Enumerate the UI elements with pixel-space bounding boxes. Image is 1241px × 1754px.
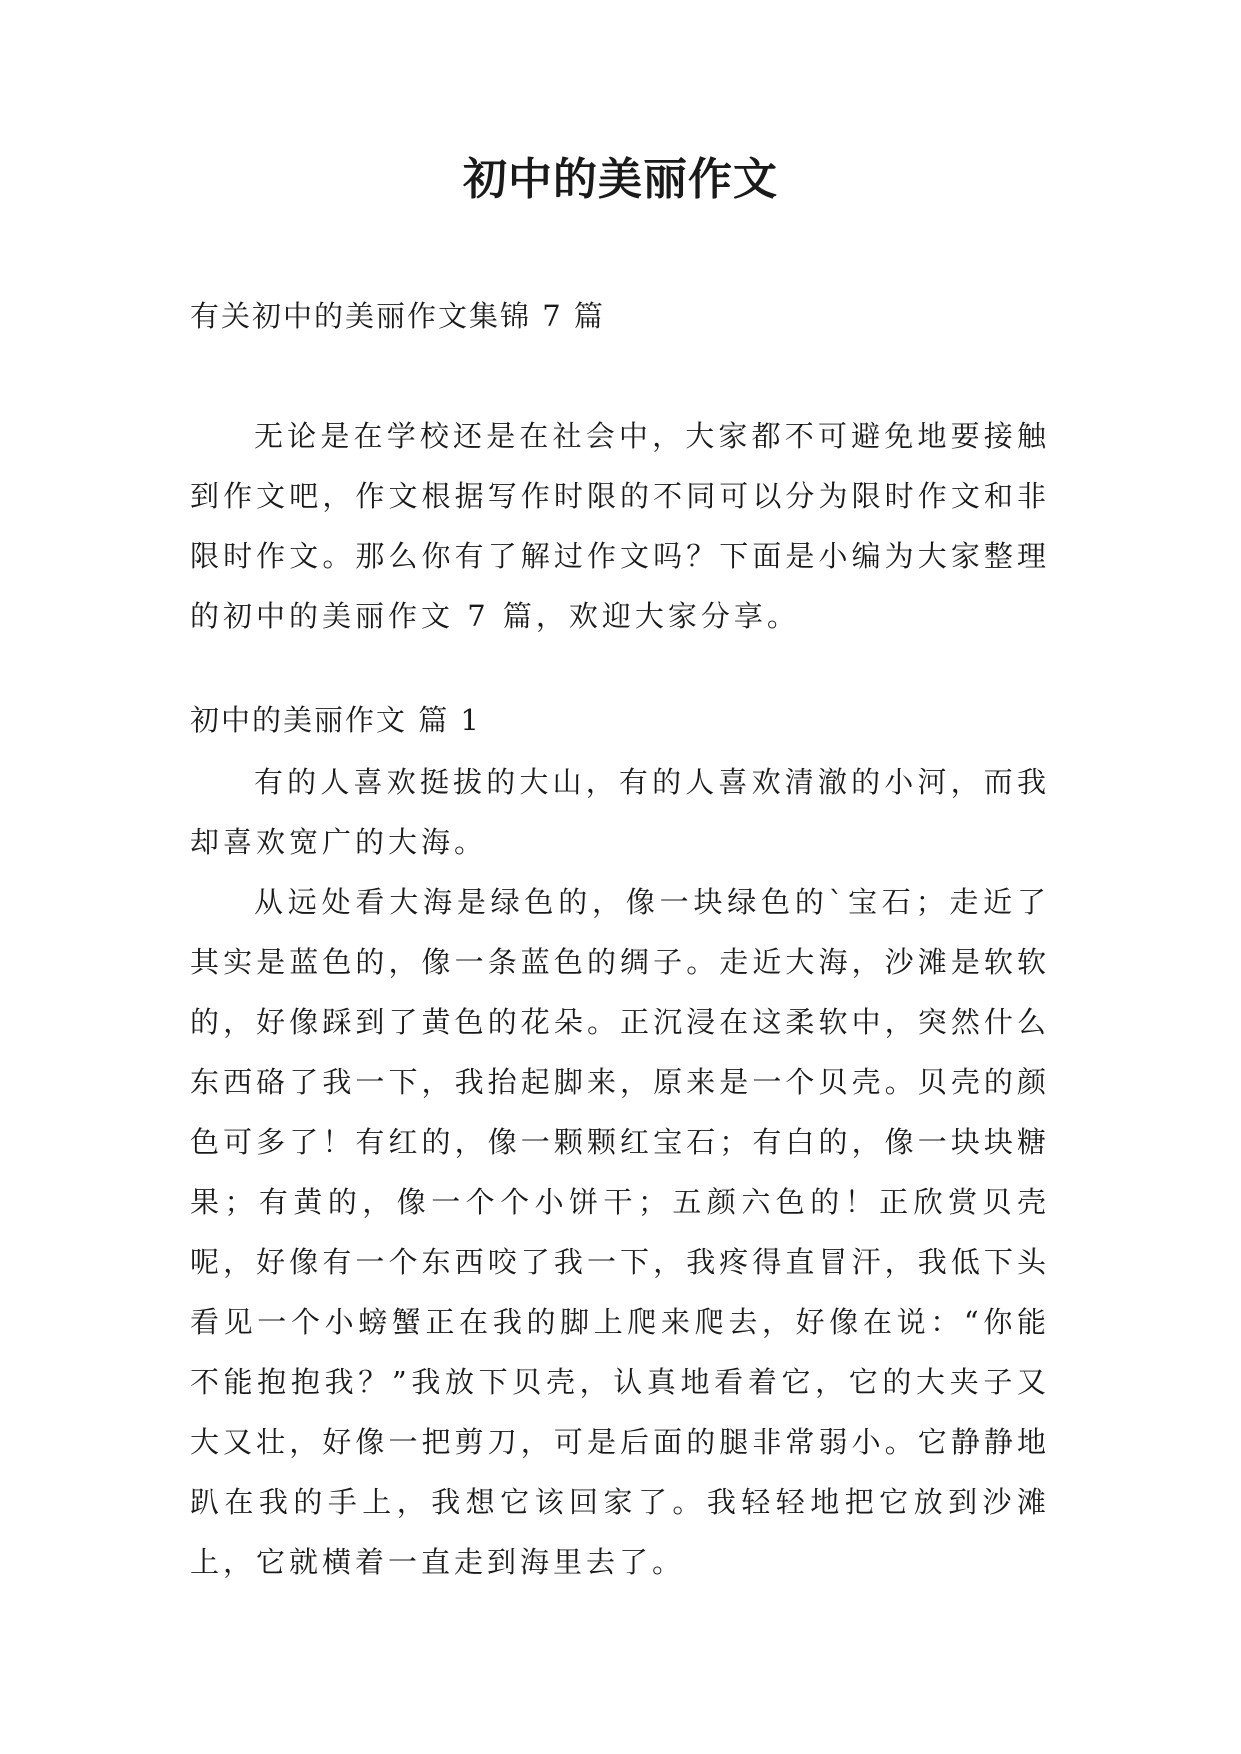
body-paragraph: 有的人喜欢挺拔的大山，有的人喜欢清澈的小河，而我却喜欢宽广的大海。 bbox=[190, 765, 1050, 859]
section-heading: 初中的美丽作文 篇 1 bbox=[190, 703, 481, 737]
section-body bbox=[190, 752, 1050, 1592]
document-subtitle: 有关初中的美丽作文集锦 7 篇 bbox=[190, 299, 605, 333]
document-title: 初中的美丽作文 bbox=[463, 154, 778, 205]
intro-paragraph: 无论是在学校还是在社会中，大家都不可避免地要接触到作文吧，作文根据写作时限的不同可以分为限时作文和非限时作文。那么你有了解过作文吗？下面是小编为大家整理的初中的美丽作文 7 篇，欢迎大家分享。 bbox=[190, 419, 1050, 633]
body-paragraph: 从远处看大海是绿色的，像一块绿色的`宝石；走近了其实是蓝色的，像一条蓝色的绸子。走近大海，沙滩是软软的，好像踩到了黄色的花朵。正沉浸在这柔软中，突然什么东西硌了我一下，我抬起脚来，原来是一个贝壳。贝壳的颜色可多了！有红的，像一颗颗红宝石；有白的，像一块块糖果；有黄的，像一个个小饼干；五颜六色的！正欣赏贝壳呢，好像有一个东西咬了我一下，我疼得直冒汗，我低下头看见一个小螃蟹正在我的脚上爬来爬去，好像在说：“你能不能抱抱我？”我放下贝壳，认真地看着它，它的大夹子又大又壮，好像一把剪刀，可是后面的腿非常弱小。它静静地趴在我的手上，我想它该回家了。我轻轻地把它放到沙滩上，它就横着一直走到海里去了。 bbox=[190, 885, 1050, 1579]
